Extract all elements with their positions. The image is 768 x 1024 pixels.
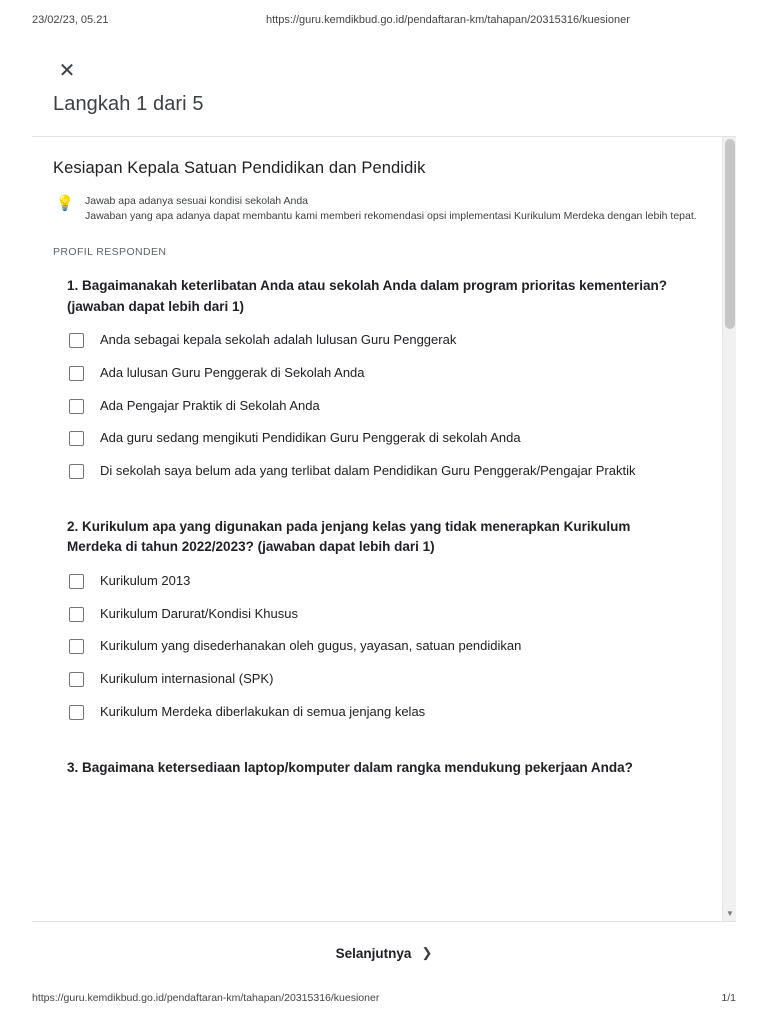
option-row[interactable]	[69, 331, 698, 350]
next-button-label: Selanjutnya	[335, 945, 412, 961]
option-label: Kurikulum Merdeka diberlakukan di semua jenjang kelas	[100, 704, 426, 720]
checkbox[interactable]	[69, 431, 84, 446]
scrollbar[interactable]	[722, 137, 736, 921]
scrollbar-thumb[interactable]	[725, 139, 735, 329]
checkbox[interactable]	[69, 399, 84, 414]
option-label: Ada guru sedang mengikuti Pendidikan Guru Penggerak di sekolah Anda	[100, 430, 521, 446]
checkbox[interactable]	[69, 574, 84, 589]
page-title: Kesiapan Kepala Satuan Pendidikan dan Pendidik	[53, 159, 426, 177]
step-title: Langkah 1 dari 5	[53, 93, 204, 115]
checkbox[interactable]	[69, 705, 84, 720]
option-label: Ada Pengajar Praktik di Sekolah Anda	[100, 397, 320, 413]
close-icon[interactable]: ✕	[58, 60, 76, 82]
option-row[interactable]	[69, 462, 698, 481]
option-row[interactable]	[69, 637, 698, 656]
question-block	[53, 758, 698, 778]
question-block	[53, 517, 698, 722]
option-label: Kurikulum yang disederhanakan oleh gugus, yayasan, satuan pendidikan	[100, 638, 522, 654]
option-row[interactable]	[69, 364, 698, 383]
option-label: Kurikulum internasional (SPK)	[100, 671, 274, 687]
question-block	[53, 276, 698, 481]
tip-text	[85, 194, 697, 224]
form-header	[32, 48, 736, 134]
lightbulb-icon: 💡	[55, 195, 75, 212]
print-footer	[0, 992, 768, 1008]
questionnaire-card	[32, 136, 736, 922]
print-url: https://guru.kemdikbud.go.id/pendaftaran-km/tahapan/20315316/kuesioner	[266, 14, 630, 26]
tip-line-2: Jawaban yang apa adanya dapat membantu kami memberi rekomendasi opsi implementasi Kurikulum Merdeka dengan lebih tepat.	[85, 210, 697, 223]
option-label: Anda sebagai kepala sekolah adalah lulusan Guru Penggerak	[100, 331, 457, 347]
spacer	[53, 495, 698, 517]
form-footer	[32, 932, 736, 974]
option-row[interactable]	[69, 397, 698, 416]
checkbox[interactable]	[69, 607, 84, 622]
question-text: 1. Bagaimanakah keterlibatan Anda atau sekolah Anda dalam program prioritas kementerian? (jawaban dapat lebih dari 1)	[67, 278, 667, 314]
next-button[interactable]	[326, 939, 443, 967]
spacer	[53, 736, 698, 758]
option-label: Ada lulusan Guru Penggerak di Sekolah Anda	[100, 364, 365, 380]
question-text: 2. Kurikulum apa yang digunakan pada jenjang kelas yang tidak menerapkan Kurikulum Merdeka di tahun 2022/2023? (jawaban dapat lebih dari 1)	[67, 519, 631, 555]
print-date: 23/02/23, 05.21	[32, 14, 109, 26]
option-row[interactable]	[69, 572, 698, 591]
tip-banner	[55, 194, 698, 224]
option-label: Di sekolah saya belum ada yang terlibat dalam Pendidikan Guru Penggerak/Pengajar Praktik	[100, 463, 636, 479]
option-row[interactable]	[69, 703, 698, 722]
footer-url: https://guru.kemdikbud.go.id/pendaftaran-km/tahapan/20315316/kuesioner	[32, 992, 380, 1004]
footer-page-number: 1/1	[721, 992, 736, 1004]
questionnaire-content	[32, 137, 722, 921]
checkbox[interactable]	[69, 366, 84, 381]
checkbox[interactable]	[69, 639, 84, 654]
option-label: Kurikulum Darurat/Kondisi Khusus	[100, 605, 298, 621]
section-label: PROFIL RESPONDEN	[53, 246, 167, 259]
checkbox[interactable]	[69, 464, 84, 479]
option-row[interactable]	[69, 670, 698, 689]
scroll-down-arrow-icon[interactable]: ▼	[726, 908, 734, 918]
tip-line-1: Jawab apa adanya sesuai kondisi sekolah Anda	[85, 195, 308, 207]
chevron-right-icon: ❯	[421, 945, 433, 960]
option-label: Kurikulum 2013	[100, 572, 191, 588]
option-row[interactable]	[69, 429, 698, 448]
option-row[interactable]	[69, 605, 698, 624]
checkbox[interactable]	[69, 672, 84, 687]
checkbox[interactable]	[69, 333, 84, 348]
question-text: 3. Bagaimana ketersediaan laptop/komputer dalam rangka mendukung pekerjaan Anda?	[67, 759, 633, 775]
print-header	[0, 14, 768, 30]
